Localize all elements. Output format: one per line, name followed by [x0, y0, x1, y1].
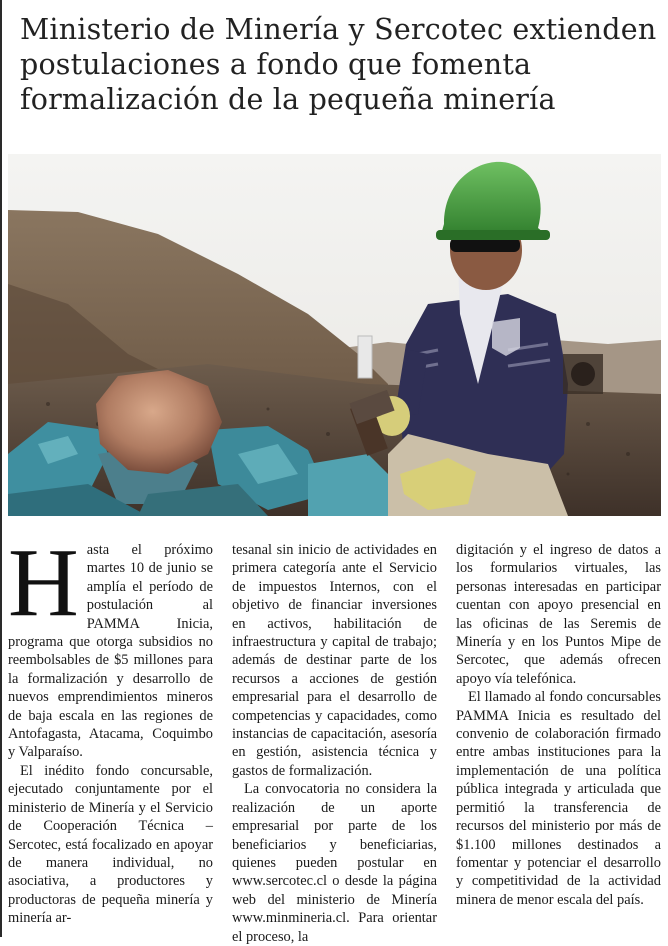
drop-cap: H — [8, 529, 79, 637]
article-photo — [8, 154, 661, 516]
left-border-rule — [0, 0, 2, 937]
paragraph-fund: El inédito fondo concursable, ejecutado conjuntamente por el ministerio de Minería y el Servicio de Cooperación Técnica – Sercotec, está focalizado en apoyar de manera individual, no asociativa, a productores y productoras de pequeña minería y minería ar- — [8, 762, 213, 927]
article-headline: Ministerio de Minería y Sercotec extienden postulaciones a fondo que fomenta formalización de la pequeña minería — [20, 13, 657, 116]
paragraph-agreement: El llamado al fondo concursables PAMMA Inicia es resultado del convenio de colaboración firmado entre ambas instituciones para la implementación de una política pública integrada y articulada que permitió la transferencia de recursos del ministerio por más de $1.100 millones destinados a fomentar y potenciar el desarrollo y competitividad de la actividad minera de menor escala del país. — [456, 689, 661, 908]
article-column-2 — [232, 541, 437, 946]
paragraph-call: La convocatoria no considera la realización de un aporte empresarial por parte de los beneficiarios y beneficiarias, quienes pueden postular en www.sercotec.cl o desde la página web del ministerio de Minería www.minmineria.cl. Para orientar el proceso, la — [232, 781, 437, 945]
article-column-1 — [8, 529, 213, 928]
paragraph-objective: tesanal sin inicio de actividades en primera categoría ante el Servicio de impuestos Internos, con el objetivo de financiar inversiones en activos, habilitación de infraestructura y capital de trabajo; además de destinar parte de los recursos a acciones de gestión empresarial para el desarrollo de competencias y capacidades, como instancias de capacitación, asesoría en gestión, asistencia técnica y gastos de formalización. — [232, 542, 437, 779]
paragraph-intro: asta el próximo martes 10 de junio se amplía el período de postulación al PAMMA Inicia, programa que otorga subsidios no reembolsables de $5 millones para la formalización y desarrollo de nuevos emprendimientos mineros de baja escala en las regiones de Antofagasta, Atacama, Coquimbo y Valparaíso. — [8, 542, 213, 761]
article-column-3 — [456, 541, 661, 909]
paragraph-support: digitación y el ingreso de datos a los formularios virtuales, las personas interesadas en participar cuentan con apoyo presencial en las oficinas de las Seremis de Minería y en los Puntos Mipe de Sercotec, que además ofrecen apoyo vía telefónica. — [456, 542, 661, 687]
